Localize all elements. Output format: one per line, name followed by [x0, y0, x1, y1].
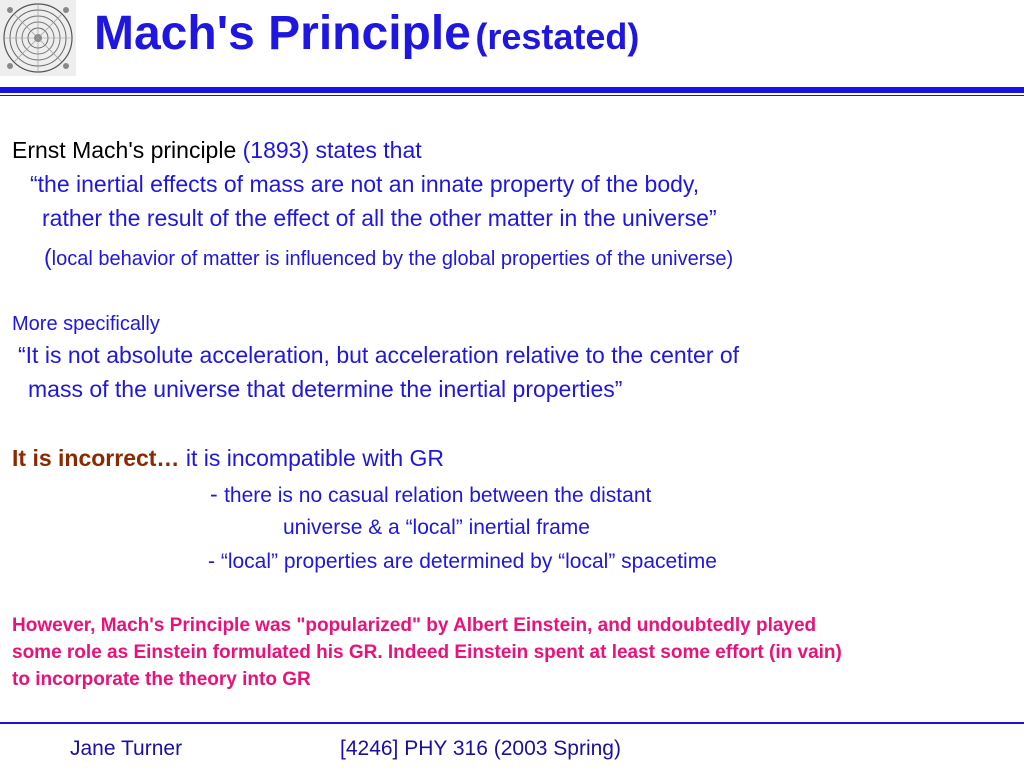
title-divider	[0, 87, 1024, 93]
bullet-1-line-1	[210, 481, 651, 509]
incorrect-reason: it is incompatible with GR	[185, 445, 445, 471]
incorrect-line	[12, 445, 444, 473]
title-sub: (restated)	[475, 16, 640, 57]
bullet-1-line-2: universe & a “local” inertial frame	[283, 516, 590, 539]
bullet-1-text: there is no casual relation between the distant	[224, 484, 652, 507]
bullet-1-dash: -	[210, 481, 218, 507]
intro-text: Ernst Mach's principle	[12, 137, 237, 163]
einstein-note-line-2: some role as Einstein formulated his GR. Indeed Einstein spent at least some effort (in vain)	[12, 642, 842, 663]
paren-open: (	[44, 244, 52, 270]
einstein-note-line-1: However, Mach's Principle was "popularized" by Albert Einstein, and undoubtedly played	[12, 615, 817, 636]
intro-year: (1893) states that	[242, 137, 422, 163]
footer-divider	[0, 722, 1024, 724]
einstein-note-line-3: to incorporate the theory into GR	[12, 669, 311, 690]
title-divider-thin	[0, 95, 1024, 96]
quote-line-1: “the inertial effects of mass are not an innate property of the body,	[30, 171, 700, 197]
quote-line-2: rather the result of the effect of all the other matter in the universe”	[42, 205, 717, 231]
specific-quote-line-1: “It is not absolute acceleration, but acceleration relative to the center of	[18, 342, 740, 368]
incorrect-label: It is incorrect…	[12, 445, 180, 471]
bullet-2: - “local” properties are determined by “local” spacetime	[208, 550, 717, 573]
parenthetical-line	[44, 244, 733, 272]
footer-course: [4246] PHY 316 (2003 Spring)	[340, 737, 621, 760]
intro-line	[12, 137, 422, 165]
page-title	[94, 8, 639, 61]
specific-quote-line-2: mass of the universe that determine the inertial properties”	[28, 376, 623, 402]
cosmology-engraving-icon	[0, 0, 76, 76]
footer-author: Jane Turner	[70, 737, 183, 760]
title-main: Mach's Principle	[94, 7, 471, 60]
more-specifically-label: More specifically	[12, 313, 160, 335]
parenthetical-text: local behavior of matter is influenced by the global properties of the universe)	[51, 248, 734, 270]
